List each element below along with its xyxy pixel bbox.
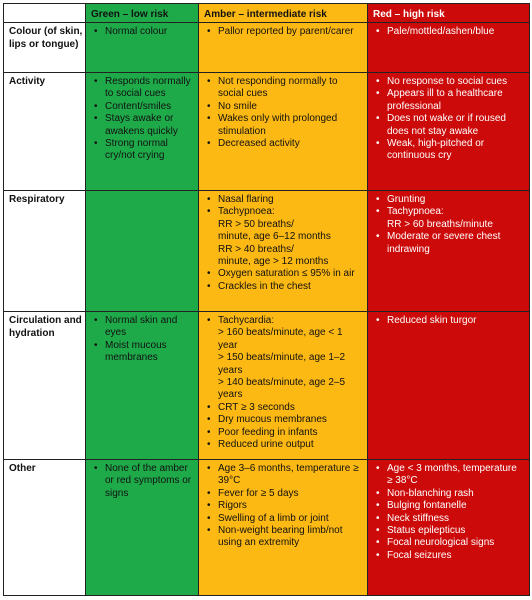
criteria-item: • Swelling of a limb or joint — [204, 513, 363, 525]
column-divider — [529, 3, 530, 596]
amber-criteria-list — [204, 76, 363, 150]
criteria-item: • Non-blanching rash — [373, 488, 525, 500]
criteria-item: • Poor feeding in infants — [204, 427, 363, 439]
criteria-item: • Neck stiffness — [373, 513, 525, 525]
criteria-item: • Decreased activity — [204, 138, 363, 150]
criteria-item: • No smile — [204, 101, 363, 113]
red-criteria-list — [373, 315, 525, 327]
header-amber: Amber – intermediate risk — [204, 9, 327, 20]
row-category: Other — [9, 463, 36, 474]
red-criteria-list — [373, 463, 525, 562]
red-criteria-list — [373, 76, 525, 163]
amber-criteria-list — [204, 463, 363, 550]
criteria-item: • Strong normal cry/not crying — [91, 138, 194, 163]
criteria-item: • Grunting — [373, 194, 525, 206]
row-divider — [3, 311, 530, 312]
red-criteria-list — [373, 26, 525, 38]
criteria-item: • Tachycardia: > 160 beats/minute, age < 1 year > 150 beats/minute, age 1–2 years > 140 beats/minute, age 2–5 years — [204, 315, 363, 402]
criteria-item: • Fever for ≥ 5 days — [204, 488, 363, 500]
criteria-item: • Focal neurological signs — [373, 537, 525, 549]
row-divider — [3, 459, 530, 460]
criteria-item: • Rigors — [204, 500, 363, 512]
criteria-item: • Bulging fontanelle — [373, 500, 525, 512]
criteria-item: • Reduced urine output — [204, 439, 363, 451]
criteria-item: • Normal skin and eyes — [91, 315, 194, 340]
criteria-item: • Responds normally to social cues — [91, 76, 194, 101]
row-category: Colour (of skin, lips or tongue) — [9, 26, 83, 50]
criteria-item: • Pale/mottled/ashen/blue — [373, 26, 525, 38]
amber-criteria-list — [204, 26, 363, 38]
criteria-item: • Content/smiles — [91, 101, 194, 113]
criteria-item: • Focal seizures — [373, 550, 525, 562]
criteria-item: • No response to social cues — [373, 76, 525, 88]
column-divider — [3, 3, 4, 596]
row-divider — [3, 190, 530, 191]
criteria-item: • Oxygen saturation ≤ 95% in air — [204, 268, 363, 280]
red-criteria-list — [373, 194, 525, 256]
criteria-item: • Reduced skin turgor — [373, 315, 525, 327]
criteria-item: • Does not wake or if roused does not stay awake — [373, 113, 525, 138]
column-divider — [85, 3, 86, 596]
row-category: Activity — [9, 76, 46, 87]
criteria-item: • Normal colour — [91, 26, 194, 38]
row-divider — [3, 72, 530, 73]
criteria-item: • Age 3–6 months, temperature ≥ 39°C — [204, 463, 363, 488]
green-criteria-list — [91, 76, 194, 163]
amber-criteria-list — [204, 315, 363, 451]
green-criteria-list — [91, 26, 194, 38]
green-criteria-list — [91, 463, 194, 500]
criteria-item: • Dry mucous membranes — [204, 414, 363, 426]
criteria-item: • None of the amber or red symptoms or signs — [91, 463, 194, 500]
criteria-item: • Nasal flaring — [204, 194, 363, 206]
criteria-item: • Stays awake or awakens quickly — [91, 113, 194, 138]
criteria-item: • Moist mucous membranes — [91, 340, 194, 365]
criteria-item: • Moderate or severe chest indrawing — [373, 231, 525, 256]
row-category: Circulation and hydration — [9, 315, 82, 339]
header-green: Green – low risk — [91, 9, 169, 20]
criteria-item: • CRT ≥ 3 seconds — [204, 402, 363, 414]
criteria-item: • Age < 3 months, temperature ≥ 38°C — [373, 463, 525, 488]
row-divider — [3, 3, 530, 4]
green-criteria-list — [91, 315, 194, 365]
criteria-item: • Not responding normally to social cues — [204, 76, 363, 101]
column-divider — [198, 3, 199, 596]
row-divider — [3, 595, 530, 596]
criteria-item: • Wakes only with prolonged stimulation — [204, 113, 363, 138]
column-divider — [367, 3, 368, 596]
criteria-item: • Crackles in the chest — [204, 281, 363, 293]
criteria-item: • Pallor reported by parent/carer — [204, 26, 363, 38]
criteria-item: • Tachypnoea: RR > 60 breaths/minute — [373, 206, 525, 231]
criteria-item: • Status epilepticus — [373, 525, 525, 537]
criteria-item: • Non-weight bearing limb/not using an extremity — [204, 525, 363, 550]
criteria-item: • Tachypnoea: RR > 50 breaths/ minute, age 6–12 months RR > 40 breaths/ minute, age > 12 months — [204, 206, 363, 268]
row-divider — [3, 22, 530, 23]
amber-criteria-list — [204, 194, 363, 293]
criteria-item: • Weak, high-pitched or continuous cry — [373, 138, 525, 163]
row-category: Respiratory — [9, 194, 65, 205]
header-red: Red – high risk — [373, 9, 445, 20]
criteria-item: • Appears ill to a healthcare professional — [373, 88, 525, 113]
